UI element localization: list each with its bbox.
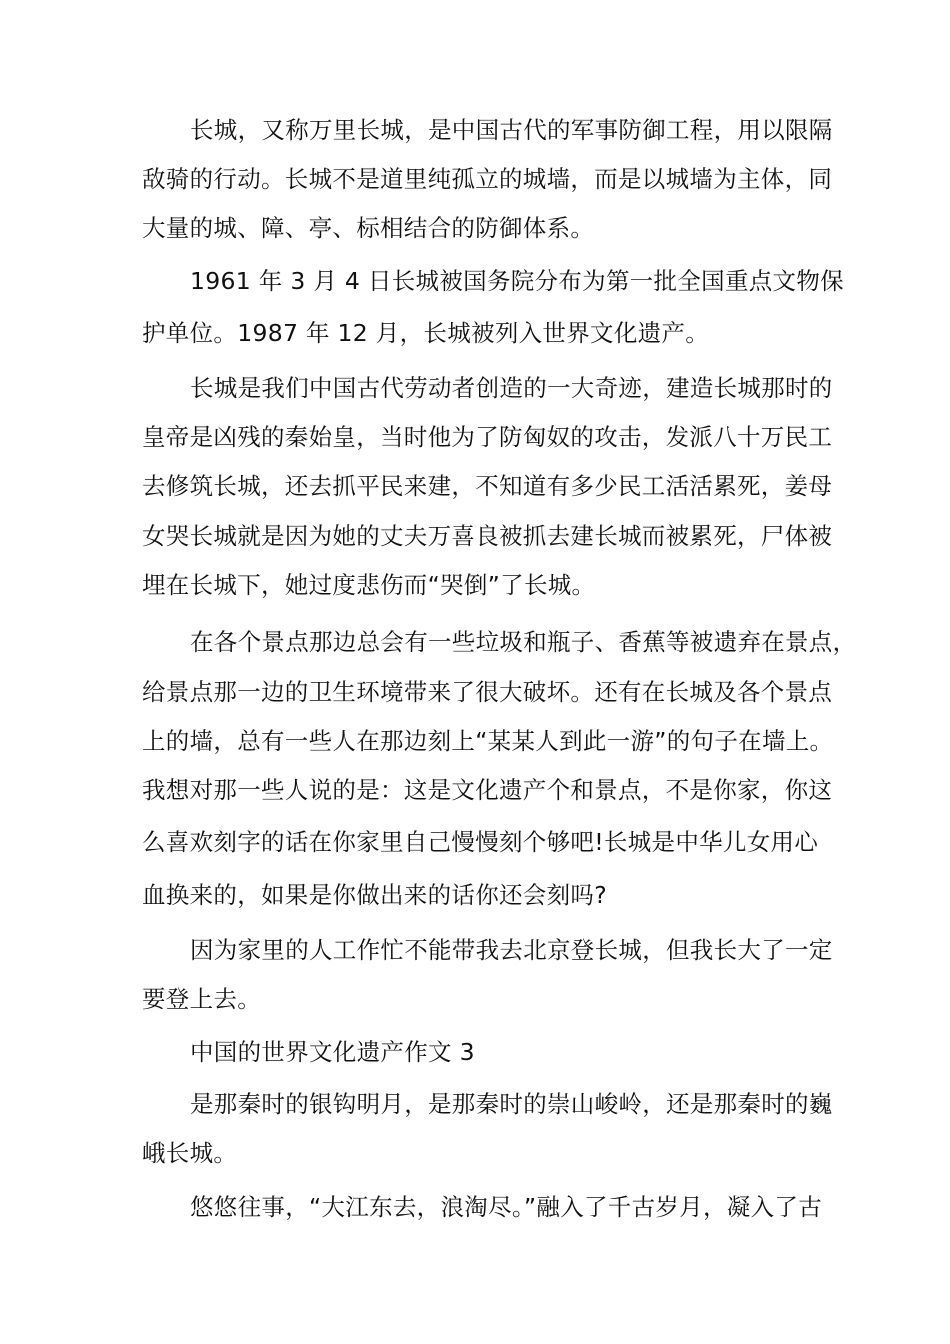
- paragraph-3-line-1: 长城是我们中国古代劳动者创造的一大奇迹，建造长城那时的: [190, 374, 833, 402]
- paragraph-4-line-1: 在各个景点那边总会有一些垃圾和瓶子、香蕉等被遗弃在景点，: [190, 628, 857, 656]
- paragraph-7-line-1: 悠悠往事，“大江东去，浪淘尽。”融入了千古岁月，凝入了古: [190, 1193, 822, 1221]
- paragraph-4-line-2: 给景点那一边的卫生环境带来了很大破坏。还有在长城及各个景点: [142, 678, 833, 706]
- paragraph-6-line-2: 峨长城。: [142, 1139, 238, 1167]
- paragraph-4-line-6: 血换来的，如果是你做出来的话你还会刻吗?: [142, 881, 607, 909]
- paragraph-2-line-2: 护单位。1987 年 12 月，长城被列入世界文化遗产。: [142, 319, 710, 347]
- section-heading: 中国的世界文化遗产作文 3: [190, 1038, 475, 1066]
- paragraph-1-line-3: 大量的城、障、亭、标相结合的防御体系。: [142, 214, 595, 242]
- paragraph-1-line-1: 长城，又称万里长城，是中国古代的军事防御工程，用以限隔: [190, 116, 833, 144]
- paragraph-4-line-3: 上的墙，总有一些人在那边刻上“某某人到此一游”的句子在墙上。: [142, 727, 834, 755]
- paragraph-3-line-2: 皇帝是凶残的秦始皇，当时他为了防匈奴的攻击，发派八十万民工: [142, 423, 833, 451]
- paragraph-4-line-5: 么喜欢刻字的话在你家里自己慢慢刻个够吧!长城是中华儿女用心: [142, 828, 819, 856]
- paragraph-4-line-4: 我想对那一些人说的是：这是文化遗产个和景点，不是你家，你这: [142, 776, 833, 804]
- paragraph-3-line-3: 去修筑长城，还去抓平民来建，不知道有多少民工活活累死，姜母: [142, 472, 833, 500]
- paragraph-2-line-1: 1961 年 3 月 4 日长城被国务院分布为第一批全国重点文物保: [190, 267, 844, 295]
- paragraph-5-line-2: 要登上去。: [142, 985, 261, 1013]
- paragraph-6-line-1: 是那秦时的银钩明月，是那秦时的崇山峻岭，还是那秦时的巍: [190, 1090, 833, 1118]
- paragraph-1-line-2: 敌骑的行动。长城不是道里纯孤立的城墙，而是以城墙为主体，同: [142, 165, 833, 193]
- paragraph-3-line-4: 女哭长城就是因为她的丈夫万喜良被抓去建长城而被累死，尸体被: [142, 522, 833, 550]
- paragraph-5-line-1: 因为家里的人工作忙不能带我去北京登长城，但我长大了一定: [190, 936, 833, 964]
- paragraph-3-line-5: 埋在长城下，她过度悲伤而“哭倒”了长城。: [142, 571, 596, 599]
